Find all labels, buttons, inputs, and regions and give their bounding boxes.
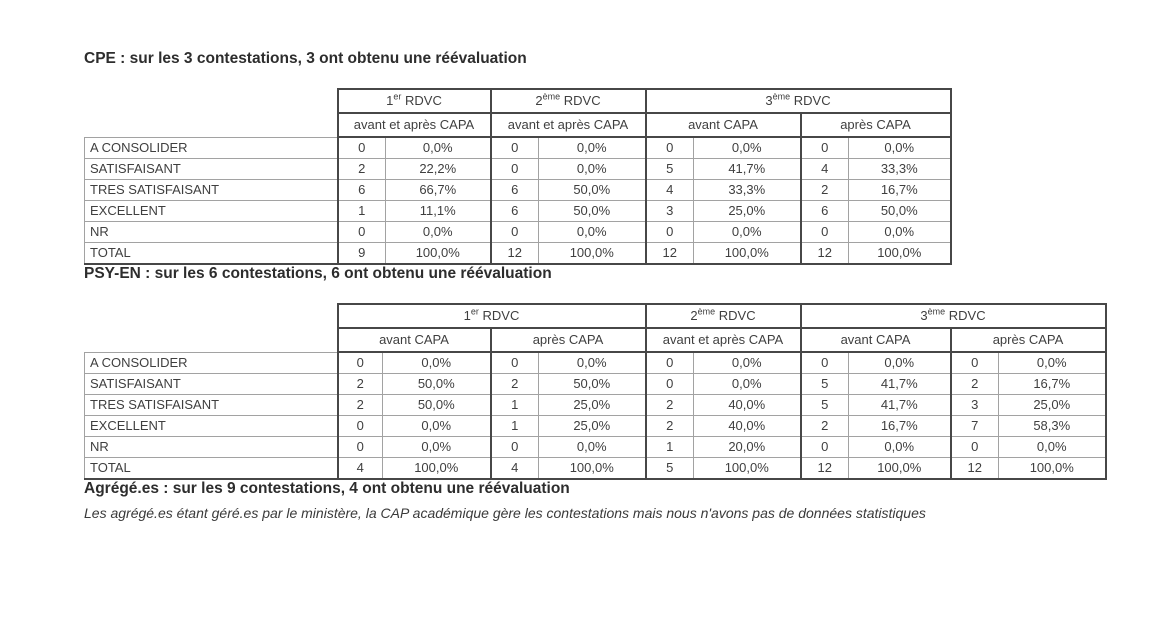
count-cell: 3 [951,395,999,416]
count-cell: 0 [491,222,539,243]
group-label-rest: RDVC [478,308,520,323]
percent-cell: 66,7% [386,180,491,201]
percent-cell: 100,0% [386,243,491,265]
count-cell: 0 [338,437,383,458]
group-label-sup: ème [542,91,561,102]
count-cell: 0 [338,222,386,243]
count-cell: 0 [951,437,999,458]
subheader-avant-apres-capa: avant et après CAPA [646,328,801,352]
group-label-num: 3 [920,308,928,323]
percent-cell: 0,0% [539,159,646,180]
group-label-num: 1 [386,93,394,108]
psyen-results-table [84,303,1107,480]
percent-cell: 100,0% [539,458,646,480]
table-row [85,416,1106,437]
row-label: A CONSOLIDER [85,137,338,159]
psyen-table-body [85,352,1106,479]
count-cell: 5 [801,395,849,416]
count-cell: 0 [338,137,386,159]
count-cell: 1 [491,416,539,437]
percent-cell: 16,7% [999,374,1106,395]
percent-cell: 0,0% [383,437,491,458]
group-label-rest: RDVC [715,308,756,323]
corner-cell [85,304,338,352]
cpe-table-header [85,89,951,137]
percent-cell: 100,0% [999,458,1106,480]
percent-cell: 0,0% [539,222,646,243]
group-label-num: 1 [463,308,471,323]
percent-cell: 16,7% [849,416,951,437]
table-row [85,395,1106,416]
percent-cell: 41,7% [694,159,801,180]
percent-cell: 40,0% [694,395,801,416]
column-group-2eme-rdvc [646,304,801,328]
count-cell: 7 [951,416,999,437]
table-row [85,243,951,265]
group-label-rest: RDVC [560,93,601,108]
percent-cell: 58,3% [999,416,1106,437]
count-cell: 2 [951,374,999,395]
section-title-agreges: Agrégé.es : sur les 9 contestations, 4 ont obtenu une réévaluation [84,480,570,497]
percent-cell: 25,0% [539,395,646,416]
percent-cell: 33,3% [849,159,951,180]
percent-cell: 0,0% [539,352,646,374]
count-cell: 0 [801,137,849,159]
count-cell: 12 [951,458,999,480]
count-cell: 6 [801,201,849,222]
cpe-table-body [85,137,951,264]
subheader-avant-capa: avant CAPA [646,113,801,137]
row-label: TOTAL [85,458,338,480]
count-cell: 9 [338,243,386,265]
section-title-cpe: CPE : sur les 3 contestations, 3 ont obtenu une réévaluation [84,50,527,67]
percent-cell: 0,0% [386,137,491,159]
count-cell: 2 [338,159,386,180]
group-label-rest: RDVC [945,308,986,323]
corner-cell [85,89,338,137]
percent-cell: 0,0% [694,137,801,159]
count-cell: 5 [646,458,694,480]
percent-cell: 0,0% [383,416,491,437]
count-cell: 0 [951,352,999,374]
count-cell: 2 [646,395,694,416]
row-label: SATISFAISANT [85,159,338,180]
count-cell: 2 [338,374,383,395]
percent-cell: 22,2% [386,159,491,180]
percent-cell: 0,0% [849,137,951,159]
count-cell: 2 [491,374,539,395]
percent-cell: 25,0% [539,416,646,437]
count-cell: 6 [338,180,386,201]
percent-cell: 25,0% [694,201,801,222]
count-cell: 6 [491,201,539,222]
group-label-sup: ème [772,91,791,102]
count-cell: 3 [646,201,694,222]
percent-cell: 0,0% [849,352,951,374]
count-cell: 1 [491,395,539,416]
psyen-table-header [85,304,1106,352]
percent-cell: 41,7% [849,395,951,416]
count-cell: 2 [646,416,694,437]
count-cell: 12 [801,243,849,265]
subheader-avant-apres-capa: avant et après CAPA [491,113,646,137]
count-cell: 0 [491,159,539,180]
group-label-sup: er [470,306,479,317]
group-label-num: 3 [765,93,773,108]
group-label-sup: ème [927,306,946,317]
count-cell: 0 [801,352,849,374]
count-cell: 0 [338,352,383,374]
group-label-sup: er [393,91,402,102]
row-label: A CONSOLIDER [85,352,338,374]
count-cell: 0 [646,374,694,395]
table-row [85,458,1106,480]
table-row [85,159,951,180]
header-row-groups [85,89,951,113]
percent-cell: 100,0% [694,243,801,265]
count-cell: 0 [491,137,539,159]
group-label-num: 2 [690,308,698,323]
cpe-results-table [84,88,952,265]
count-cell: 0 [491,437,539,458]
percent-cell: 40,0% [694,416,801,437]
count-cell: 0 [646,352,694,374]
table-row [85,374,1106,395]
column-group-3eme-rdvc [646,89,951,113]
subheader-apres-capa: après CAPA [951,328,1106,352]
percent-cell: 0,0% [539,137,646,159]
subheader-avant-capa: avant CAPA [801,328,951,352]
subheader-avant-capa: avant CAPA [338,328,491,352]
count-cell: 0 [801,222,849,243]
count-cell: 4 [801,159,849,180]
table-row [85,201,951,222]
count-cell: 2 [801,180,849,201]
percent-cell: 0,0% [694,222,801,243]
percent-cell: 0,0% [539,437,646,458]
percent-cell: 33,3% [694,180,801,201]
row-label: SATISFAISANT [85,374,338,395]
group-label-sup: ème [697,306,716,317]
percent-cell: 50,0% [539,374,646,395]
row-label: NR [85,222,338,243]
count-cell: 12 [801,458,849,480]
percent-cell: 20,0% [694,437,801,458]
count-cell: 12 [646,243,694,265]
count-cell: 0 [801,437,849,458]
subheader-apres-capa: après CAPA [491,328,646,352]
percent-cell: 0,0% [386,222,491,243]
row-label: EXCELLENT [85,416,338,437]
percent-cell: 100,0% [383,458,491,480]
group-label-num: 2 [535,93,543,108]
count-cell: 0 [338,416,383,437]
column-group-1er-rdvc [338,304,646,328]
column-group-3eme-rdvc [801,304,1106,328]
percent-cell: 41,7% [849,374,951,395]
table-row [85,180,951,201]
percent-cell: 50,0% [383,395,491,416]
count-cell: 1 [646,437,694,458]
percent-cell: 0,0% [849,222,951,243]
count-cell: 4 [646,180,694,201]
count-cell: 1 [338,201,386,222]
count-cell: 0 [491,352,539,374]
row-label: TOTAL [85,243,338,265]
count-cell: 2 [801,416,849,437]
subheader-apres-capa: après CAPA [801,113,951,137]
percent-cell: 50,0% [539,201,646,222]
column-group-2eme-rdvc [491,89,646,113]
count-cell: 4 [338,458,383,480]
group-label-rest: RDVC [790,93,831,108]
count-cell: 4 [491,458,539,480]
column-group-1er-rdvc [338,89,491,113]
count-cell: 0 [646,222,694,243]
percent-cell: 11,1% [386,201,491,222]
header-row-groups [85,304,1106,328]
group-label-rest: RDVC [401,93,442,108]
percent-cell: 100,0% [694,458,801,480]
count-cell: 2 [338,395,383,416]
count-cell: 6 [491,180,539,201]
percent-cell: 0,0% [849,437,951,458]
percent-cell: 0,0% [383,352,491,374]
percent-cell: 0,0% [999,352,1106,374]
percent-cell: 50,0% [539,180,646,201]
row-label: EXCELLENT [85,201,338,222]
subheader-avant-apres-capa: avant et après CAPA [338,113,491,137]
percent-cell: 50,0% [849,201,951,222]
percent-cell: 0,0% [694,374,801,395]
count-cell: 0 [646,137,694,159]
percent-cell: 0,0% [999,437,1106,458]
percent-cell: 16,7% [849,180,951,201]
table-row [85,137,951,159]
section-title-psyen: PSY-EN : sur les 6 contestations, 6 ont obtenu une réévaluation [84,265,552,282]
percent-cell: 100,0% [539,243,646,265]
row-label: NR [85,437,338,458]
row-label: TRES SATISFAISANT [85,395,338,416]
percent-cell: 100,0% [849,243,951,265]
count-cell: 5 [801,374,849,395]
count-cell: 5 [646,159,694,180]
percent-cell: 100,0% [849,458,951,480]
row-label: TRES SATISFAISANT [85,180,338,201]
percent-cell: 25,0% [999,395,1106,416]
percent-cell: 0,0% [694,352,801,374]
percent-cell: 50,0% [383,374,491,395]
table-row [85,352,1106,374]
count-cell: 12 [491,243,539,265]
agreges-note: Les agrégé.es étant géré.es par le ministère, la CAP académique gère les contestations mais nous n'avons pas de données statistiques [84,505,926,521]
table-row [85,437,1106,458]
table-row [85,222,951,243]
